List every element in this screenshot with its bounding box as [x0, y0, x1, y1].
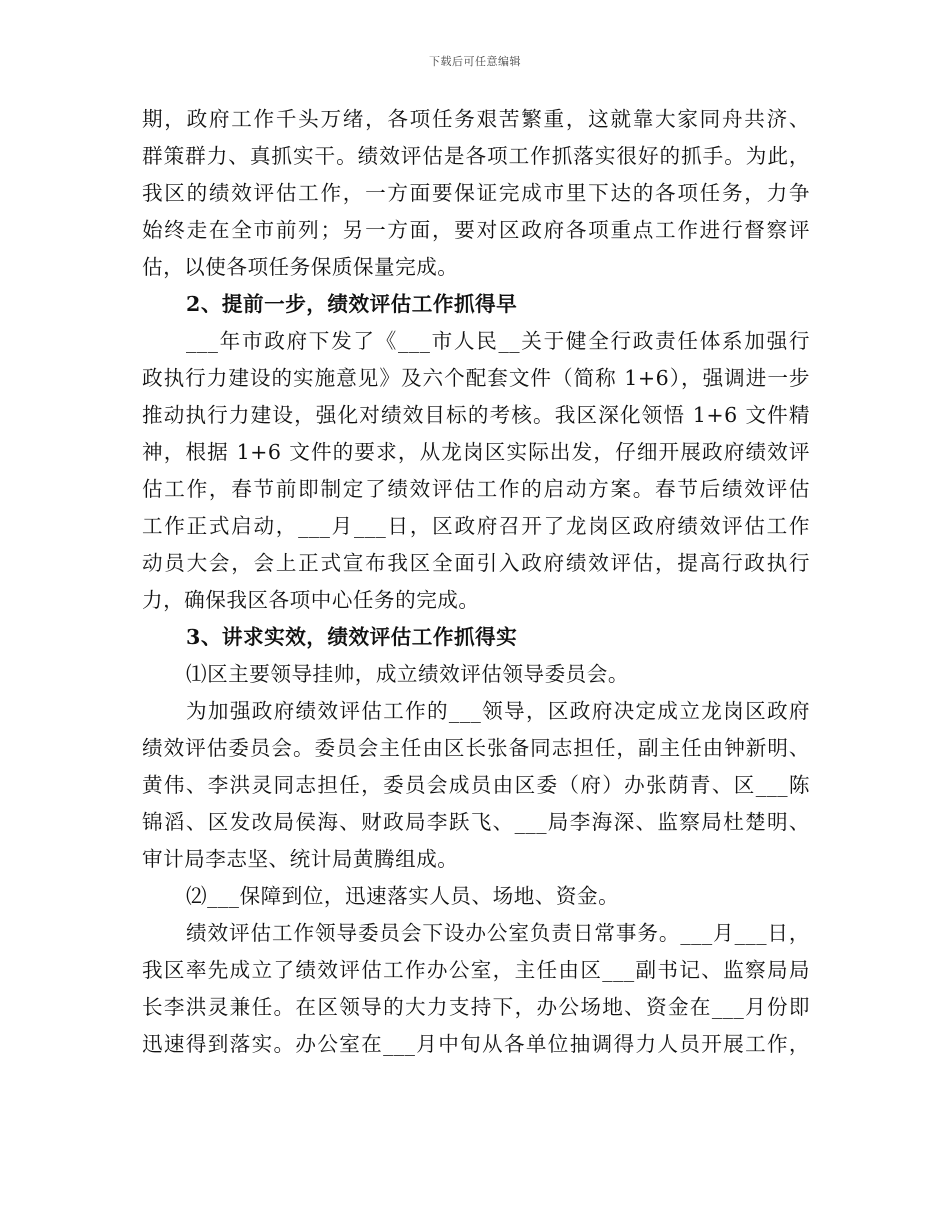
text-line: 迅速得到落实。办公室在___月中旬从各单位抽调得力人员开展工作，: [142, 1032, 810, 1056]
text-line: 长李洪灵兼任。在区领导的大力支持下，办公场地、资金在___月份即: [142, 995, 810, 1019]
text-line: 群策群力、真抓实干。绩效评估是各项工作抓落实很好的抓手。为此，: [142, 144, 810, 168]
text-line: ⑵___保障到位，迅速落实人员、场地、资金。: [186, 884, 620, 908]
text-line: 绩效评估工作领导委员会下设办公室负责日常事务。___月___日，: [186, 921, 810, 945]
text-line: 动员大会，会上正式宣布我区全面引入政府绩效评估，提高行政执行: [142, 551, 810, 575]
text-line: 我区率先成立了绩效评估工作办公室，主任由区___副书记、监察局局: [142, 958, 810, 982]
text-line: 黄伟、李洪灵同志担任，委员会成员由区委（府）办张荫青、区___陈: [142, 773, 810, 797]
text-line: ___年市政府下发了《___市人民__关于健全行政责任体系加强行: [186, 329, 810, 353]
section-heading: 3、讲求实效，绩效评估工作抓得实: [186, 625, 518, 649]
text-line: 我区的绩效评估工作，一方面要保证完成市里下达的各项任务，力争: [142, 181, 810, 205]
text-line: 神，根据 1+6 文件的要求，从龙岗区实际出发，仔细开展政府绩效评: [142, 440, 810, 464]
text-line: 始终走在全市前列；另一方面，要对区政府各项重点工作进行督察评: [142, 218, 810, 242]
text-line: 为加强政府绩效评估工作的___领导，区政府决定成立龙岗区政府: [186, 699, 810, 723]
section-heading: 2、提前一步，绩效评估工作抓得早: [186, 292, 518, 316]
text-line: 期，政府工作千头万绪，各项任务艰苦繁重，这就靠大家同舟共济、: [142, 107, 810, 131]
text-line: 工作正式启动，___月___日，区政府召开了龙岗区政府绩效评估工作: [142, 514, 810, 538]
text-line: 锦滔、区发改局侯海、财政局李跃飞、___局李海深、监察局杜楚明、: [142, 810, 810, 834]
text-line: 推动执行力建设，强化对绩效目标的考核。我区深化领悟 1+6 文件精: [142, 403, 810, 427]
text-line: 绩效评估委员会。委员会主任由区长张备同志担任，副主任由钟新明、: [142, 736, 810, 760]
text-line: 政执行力建设的实施意见》及六个配套文件（简称 1+6），强调进一步: [142, 366, 810, 390]
document-body: [142, 101, 810, 1063]
text-line: 估，以使各项任务保质保量完成。: [142, 255, 459, 279]
text-line: 力，确保我区各项中心任务的完成。: [142, 588, 480, 612]
text-line: 审计局李志坚、统计局黄腾组成。: [142, 847, 459, 871]
page-header: 下载后可任意编辑: [429, 55, 521, 68]
text-line: ⑴区主要领导挂帅，成立绩效评估领导委员会。: [186, 662, 629, 686]
text-line: 估工作，春节前即制定了绩效评估工作的启动方案。春节后绩效评估: [142, 477, 810, 501]
